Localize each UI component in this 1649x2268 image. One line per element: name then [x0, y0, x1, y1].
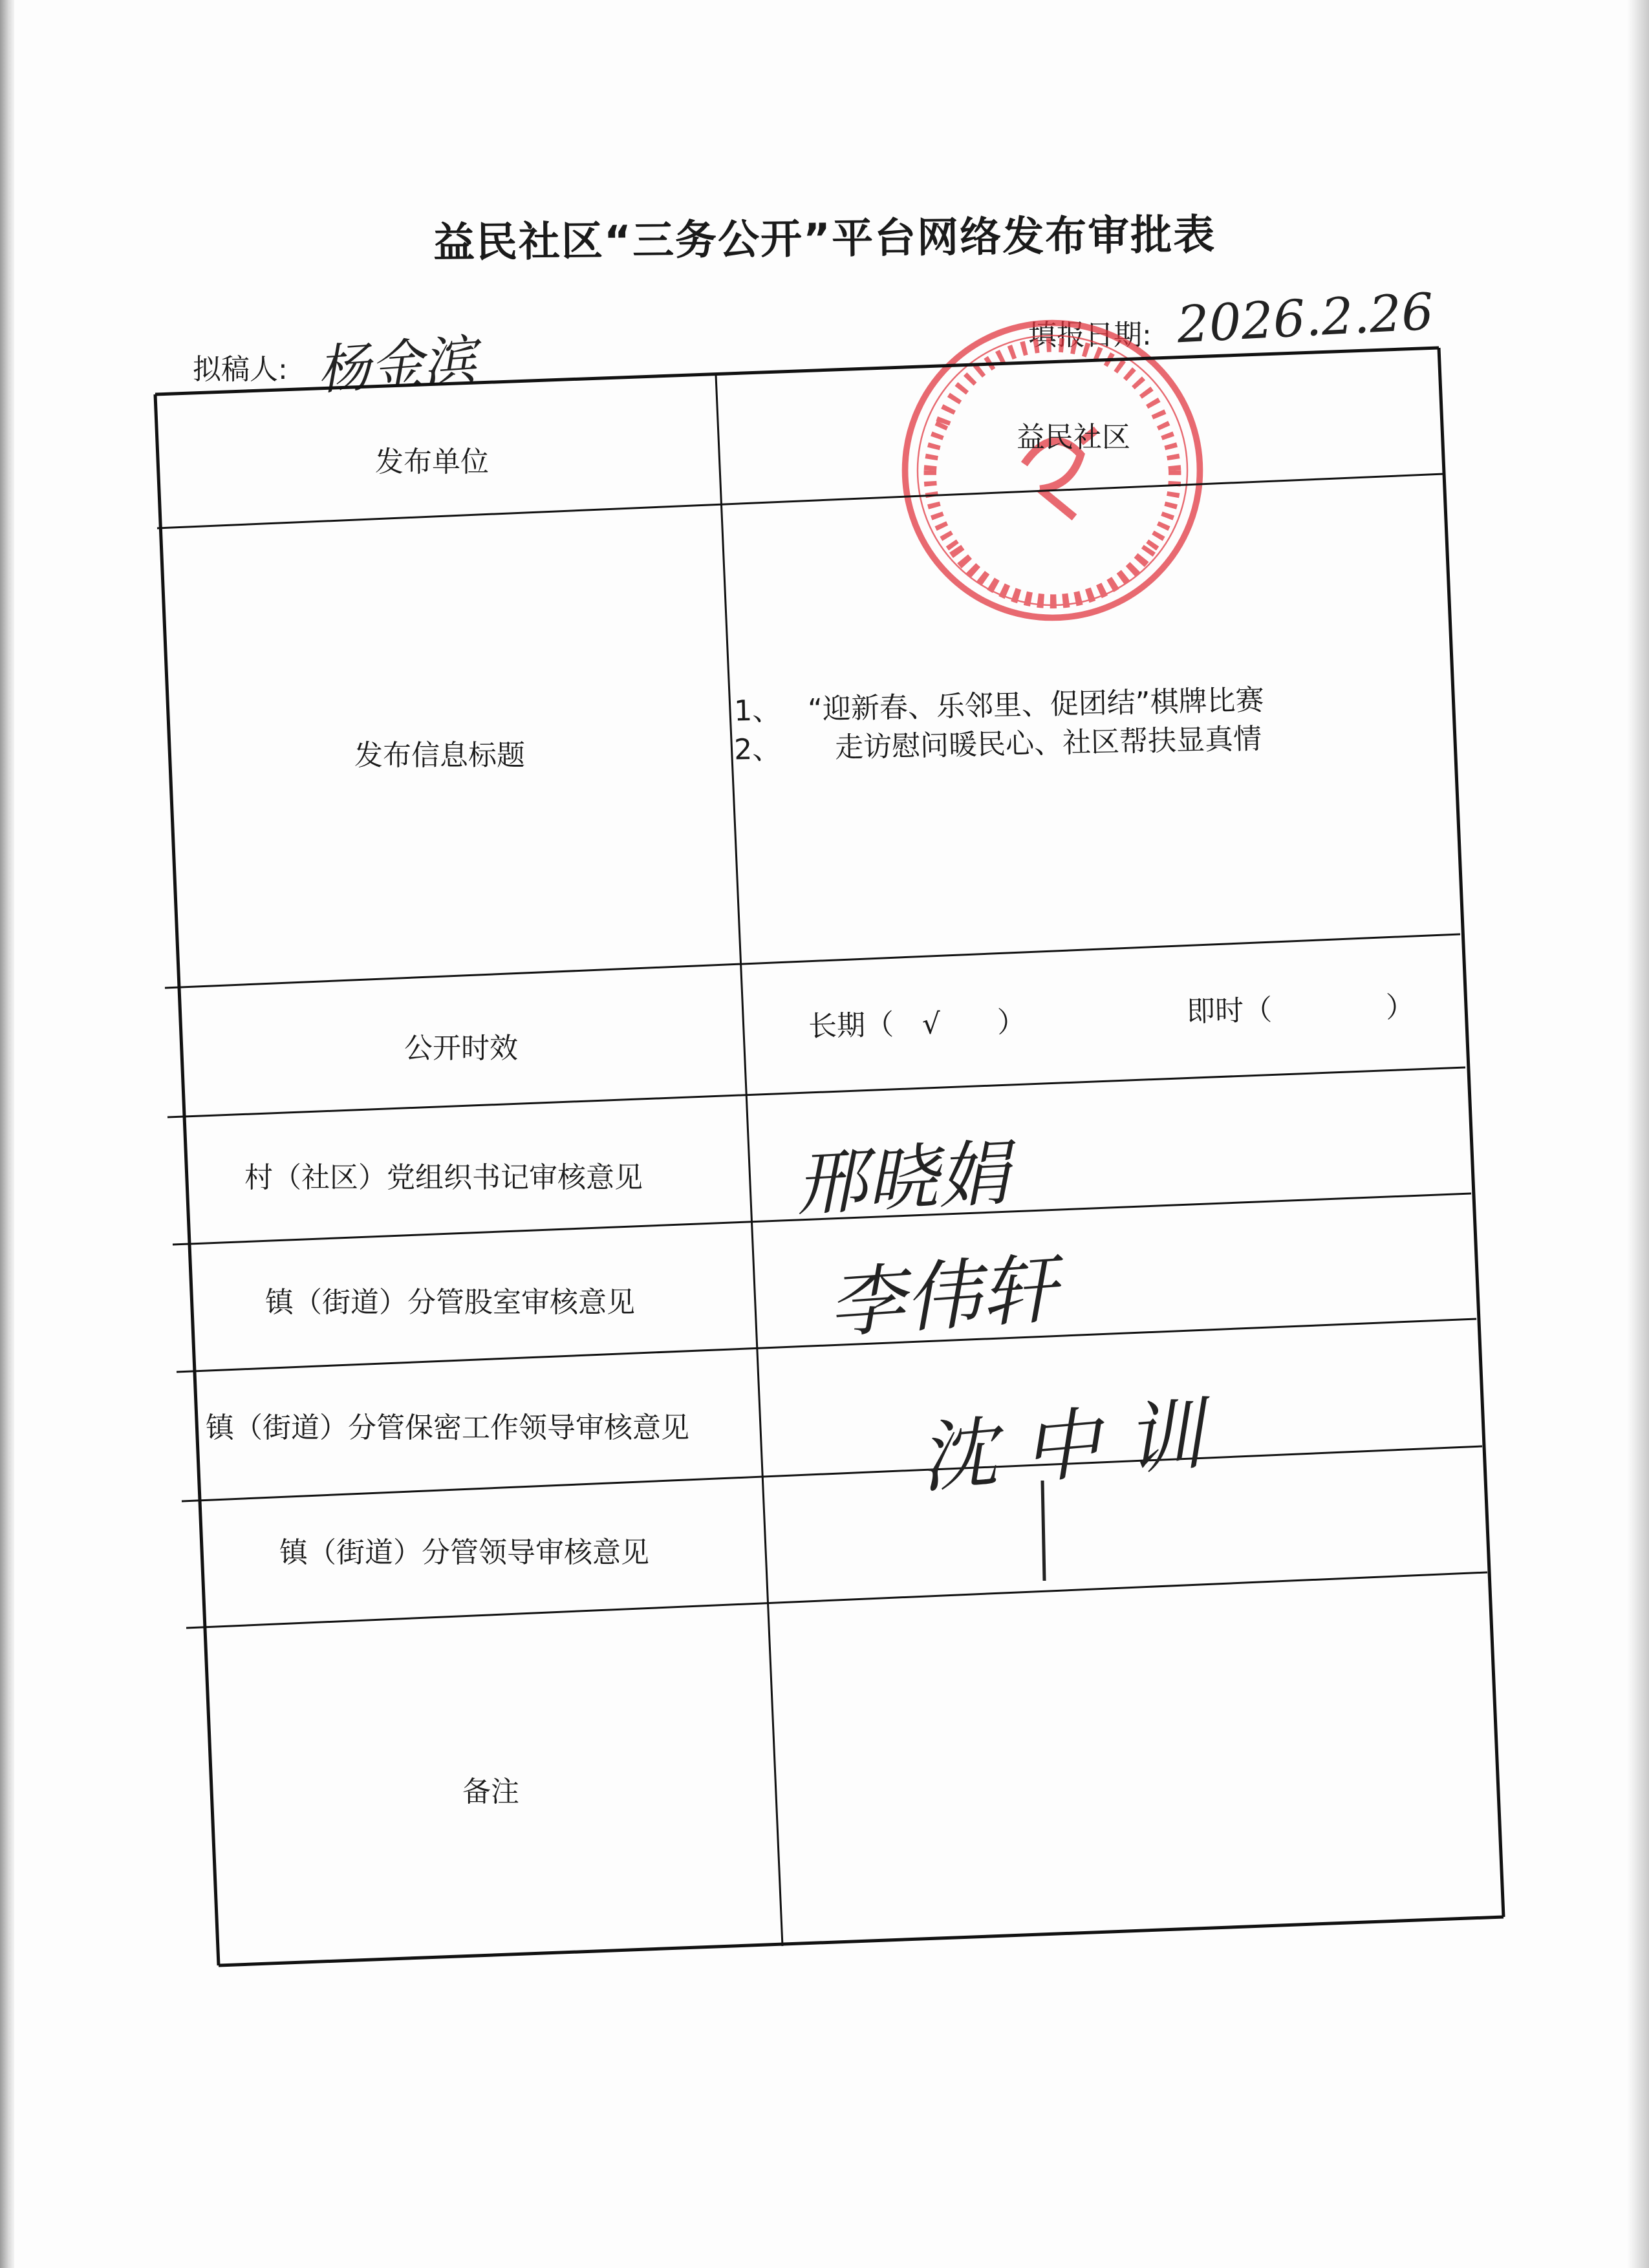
town-secrecy-signature: 沈中训 [915, 1387, 1233, 1504]
remarks-label: 备注 [462, 1775, 519, 1808]
date-label: 填报日期: [1028, 319, 1152, 352]
publisher-value: 益民社区 [1017, 421, 1130, 454]
titles-label: 发布信息标题 [354, 739, 525, 772]
title-item-1-num: 1、 [733, 694, 781, 728]
title-item-2-num: 2、 [733, 733, 781, 767]
timeliness-long-term: 长期（ √ ） [808, 1005, 1026, 1043]
date-value: 2026.2.26 [1175, 283, 1436, 355]
title-item-1-text: “迎新春、乐邻里、促团结”棋牌比赛 [807, 683, 1265, 727]
village-secretary-label: 村（社区）党组织书记审核意见 [244, 1161, 643, 1194]
town-office-signature: 李伟轩 [825, 1243, 1061, 1349]
drafter-label: 拟稿人: [193, 353, 288, 386]
timeliness-label: 公开时效 [404, 1032, 518, 1065]
publisher-label: 发布单位 [375, 445, 489, 478]
town-secrecy-label: 镇（街道）分管保密工作领导审核意见 [206, 1411, 689, 1444]
village-secretary-signature: 邢晓娟 [793, 1131, 1011, 1226]
drafter-signature: 杨金滨 [315, 329, 479, 402]
town-office-label: 镇（街道）分管股室审核意见 [265, 1286, 635, 1319]
timeliness-immediate: 即时（ ） [1186, 990, 1415, 1029]
town-leader-label: 镇（街道）分管领导审核意见 [279, 1536, 649, 1569]
form-title: 益民社区“三务公开”平台网络发布审批表 [433, 211, 1216, 268]
title-item-2-text: 走访慰问暖民心、社区帮扶显真情 [834, 722, 1262, 765]
